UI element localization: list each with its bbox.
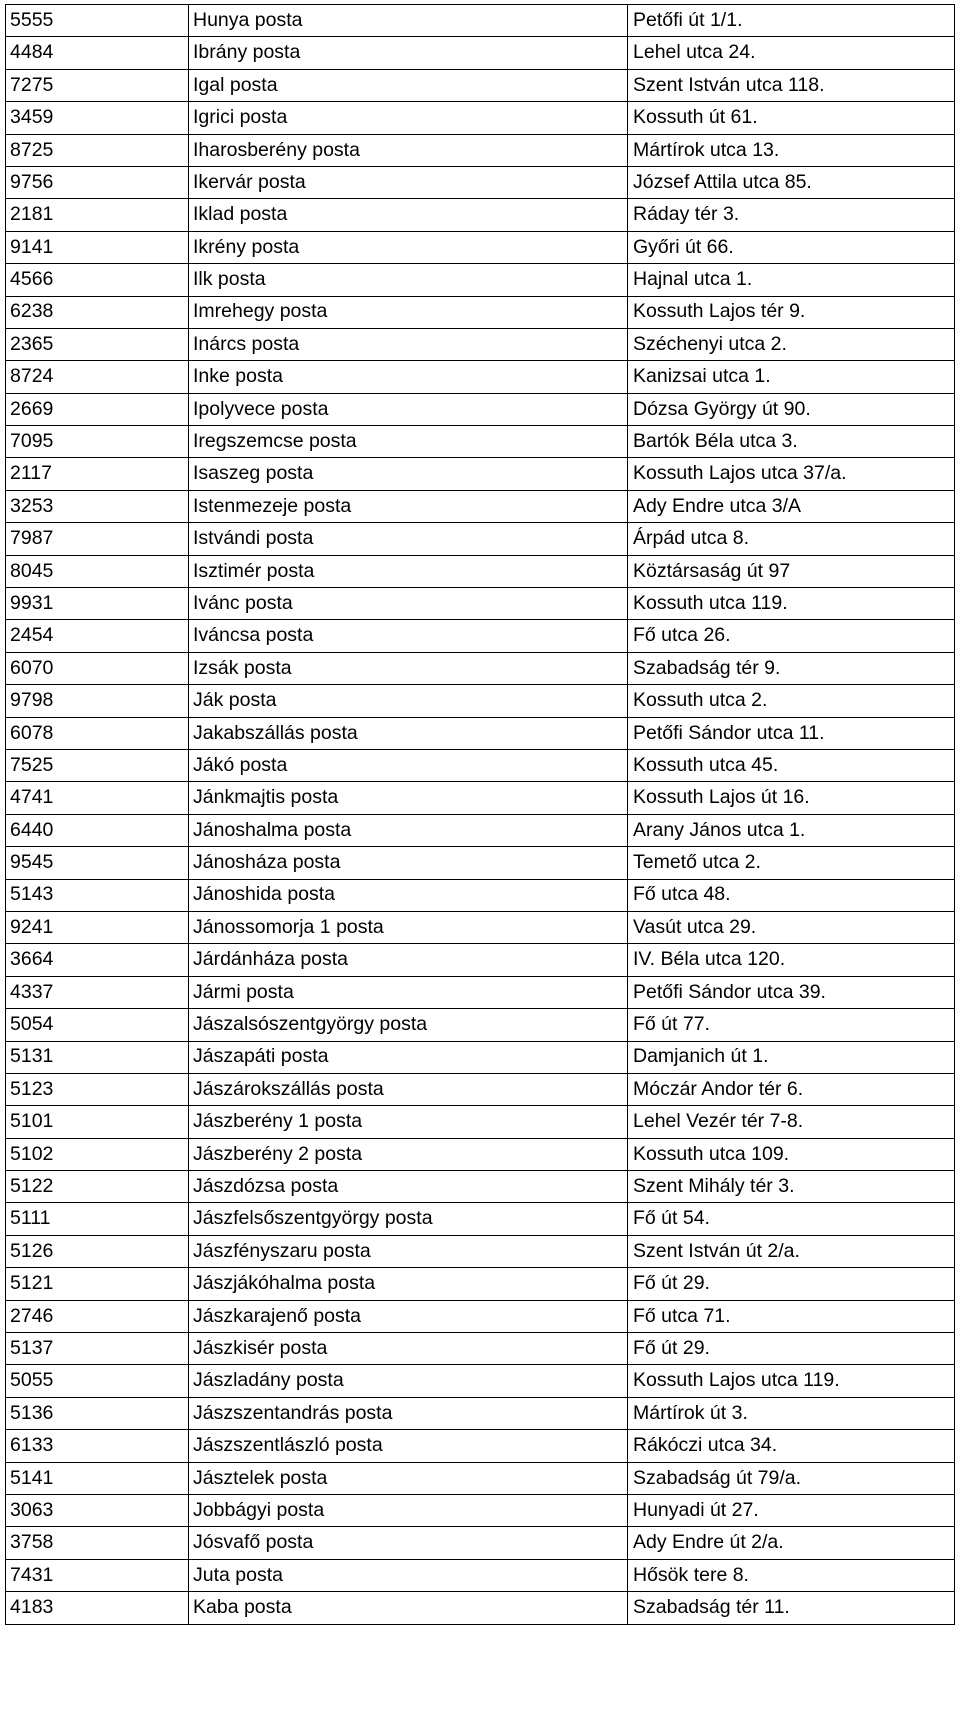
table-row [6, 102, 955, 134]
address-cell: Móczár Andor tér 6. [628, 1073, 955, 1105]
post-office-name-cell: Jászdózsa posta [189, 1171, 628, 1203]
table-row [6, 847, 955, 879]
table-row [6, 1397, 955, 1429]
table-row [6, 620, 955, 652]
post-office-name-cell: Ipolyvece posta [189, 393, 628, 425]
post-office-name-cell: Jásztelek posta [189, 1462, 628, 1494]
post-office-name-cell: Ilk posta [189, 264, 628, 296]
post-office-name-cell: Jászalsószentgyörgy posta [189, 1009, 628, 1041]
table-row [6, 911, 955, 943]
table-row [6, 685, 955, 717]
table-row [6, 1559, 955, 1591]
address-cell: Szabadság tér 9. [628, 652, 955, 684]
address-cell: Kossuth utca 109. [628, 1138, 955, 1170]
table-row [6, 1333, 955, 1365]
table-row [6, 1073, 955, 1105]
post-office-name-cell: Jobbágyi posta [189, 1494, 628, 1526]
postal-code-cell: 5141 [6, 1462, 189, 1494]
table-body [6, 5, 955, 1625]
postal-code-cell: 9141 [6, 231, 189, 263]
post-office-name-cell: Imrehegy posta [189, 296, 628, 328]
table-row [6, 490, 955, 522]
postal-code-cell: 5055 [6, 1365, 189, 1397]
postal-code-cell: 4337 [6, 976, 189, 1008]
post-office-name-cell: Jászberény 1 posta [189, 1106, 628, 1138]
post-office-name-cell: Jánosháza posta [189, 847, 628, 879]
post-office-name-cell: Jánkmajtis posta [189, 782, 628, 814]
post-office-name-cell: Hunya posta [189, 5, 628, 37]
post-office-name-cell: Igal posta [189, 69, 628, 101]
address-cell: Szabadság tér 11. [628, 1592, 955, 1624]
address-cell: Fő utca 26. [628, 620, 955, 652]
postal-code-cell: 5123 [6, 1073, 189, 1105]
address-cell: Szent István út 2/a. [628, 1235, 955, 1267]
post-office-name-cell: Jakabszállás posta [189, 717, 628, 749]
address-cell: Arany János utca 1. [628, 814, 955, 846]
table-row [6, 1171, 955, 1203]
address-cell: Hősök tere 8. [628, 1559, 955, 1591]
post-office-name-cell: Jánoshida posta [189, 879, 628, 911]
address-cell: IV. Béla utca 120. [628, 944, 955, 976]
table-row [6, 37, 955, 69]
address-cell: Fő út 29. [628, 1268, 955, 1300]
post-office-name-cell: Jászszentlászló posta [189, 1430, 628, 1462]
table-row [6, 1203, 955, 1235]
post-office-name-cell: Ikervár posta [189, 166, 628, 198]
post-office-name-cell: Izsák posta [189, 652, 628, 684]
address-cell: Széchenyi utca 2. [628, 328, 955, 360]
address-cell: Damjanich út 1. [628, 1041, 955, 1073]
postal-code-cell: 2669 [6, 393, 189, 425]
table-row [6, 69, 955, 101]
post-office-name-cell: Jákó posta [189, 749, 628, 781]
address-cell: Kanizsai utca 1. [628, 361, 955, 393]
table-row [6, 264, 955, 296]
postal-code-cell: 7525 [6, 749, 189, 781]
postal-code-cell: 5102 [6, 1138, 189, 1170]
post-office-name-cell: Kaba posta [189, 1592, 628, 1624]
table-row [6, 944, 955, 976]
postal-code-cell: 3664 [6, 944, 189, 976]
address-cell: Bartók Béla utca 3. [628, 426, 955, 458]
table-row [6, 458, 955, 490]
post-office-name-cell: Jászladány posta [189, 1365, 628, 1397]
post-office-name-cell: Jósvafő posta [189, 1527, 628, 1559]
post-office-name-cell: Inárcs posta [189, 328, 628, 360]
postal-code-cell: 9798 [6, 685, 189, 717]
postal-code-cell: 5121 [6, 1268, 189, 1300]
postal-code-cell: 5136 [6, 1397, 189, 1429]
address-cell: Rákóczi utca 34. [628, 1430, 955, 1462]
post-office-name-cell: Jászszentandrás posta [189, 1397, 628, 1429]
post-office-name-cell: Isztimér posta [189, 555, 628, 587]
postal-code-cell: 5126 [6, 1235, 189, 1267]
post-office-name-cell: Juta posta [189, 1559, 628, 1591]
post-office-name-cell: Jánoshalma posta [189, 814, 628, 846]
postal-code-cell: 5143 [6, 879, 189, 911]
address-cell: Lehel utca 24. [628, 37, 955, 69]
address-cell: Mártírok út 3. [628, 1397, 955, 1429]
postal-code-cell: 4566 [6, 264, 189, 296]
post-office-name-cell: Jármi posta [189, 976, 628, 1008]
postal-code-cell: 5131 [6, 1041, 189, 1073]
post-office-name-cell: Iklad posta [189, 199, 628, 231]
post-office-name-cell: Ibrány posta [189, 37, 628, 69]
address-cell: Kossuth utca 119. [628, 588, 955, 620]
postal-code-cell: 2181 [6, 199, 189, 231]
table-row [6, 166, 955, 198]
post-office-name-cell: Jászfelsőszentgyörgy posta [189, 1203, 628, 1235]
post-office-name-cell: Jászkisér posta [189, 1333, 628, 1365]
table-row [6, 652, 955, 684]
address-cell: Kossuth Lajos utca 37/a. [628, 458, 955, 490]
table-row [6, 814, 955, 846]
address-cell: Fő utca 48. [628, 879, 955, 911]
address-cell: Vasút utca 29. [628, 911, 955, 943]
postal-code-cell: 7431 [6, 1559, 189, 1591]
post-office-name-cell: Jánossomorja 1 posta [189, 911, 628, 943]
table-row [6, 782, 955, 814]
table-row [6, 1106, 955, 1138]
postal-code-cell: 6238 [6, 296, 189, 328]
table-row [6, 5, 955, 37]
postal-code-cell: 4183 [6, 1592, 189, 1624]
postal-code-cell: 3253 [6, 490, 189, 522]
table-row [6, 1527, 955, 1559]
post-office-name-cell: Inke posta [189, 361, 628, 393]
table-row [6, 231, 955, 263]
postal-code-cell: 5555 [6, 5, 189, 37]
address-cell: Ady Endre út 2/a. [628, 1527, 955, 1559]
post-office-name-cell: Iváncsa posta [189, 620, 628, 652]
address-cell: Kossuth út 61. [628, 102, 955, 134]
address-cell: Ady Endre utca 3/A [628, 490, 955, 522]
postal-code-cell: 4741 [6, 782, 189, 814]
address-cell: Temető utca 2. [628, 847, 955, 879]
address-cell: Fő utca 71. [628, 1300, 955, 1332]
address-cell: Ráday tér 3. [628, 199, 955, 231]
post-office-name-cell: Ják posta [189, 685, 628, 717]
table-row [6, 1494, 955, 1526]
postal-code-cell: 3459 [6, 102, 189, 134]
address-cell: Petőfi Sándor utca 39. [628, 976, 955, 1008]
address-cell: Mártírok utca 13. [628, 134, 955, 166]
postal-code-cell: 2454 [6, 620, 189, 652]
post-office-name-cell: Jászjákóhalma posta [189, 1268, 628, 1300]
table-row [6, 1009, 955, 1041]
table-row [6, 134, 955, 166]
post-office-name-cell: Járdánháza posta [189, 944, 628, 976]
table-row [6, 749, 955, 781]
address-cell: Kossuth Lajos tér 9. [628, 296, 955, 328]
table-row [6, 296, 955, 328]
postal-code-cell: 5054 [6, 1009, 189, 1041]
postal-code-cell: 9931 [6, 588, 189, 620]
table-row [6, 1138, 955, 1170]
postal-code-cell: 8045 [6, 555, 189, 587]
postal-code-cell: 7275 [6, 69, 189, 101]
postal-code-cell: 5101 [6, 1106, 189, 1138]
table-row [6, 1430, 955, 1462]
post-office-name-cell: Jászárokszállás posta [189, 1073, 628, 1105]
table-row [6, 199, 955, 231]
address-cell: Szent Mihály tér 3. [628, 1171, 955, 1203]
address-cell: Kossuth Lajos út 16. [628, 782, 955, 814]
address-cell: Köztársaság út 97 [628, 555, 955, 587]
table-row [6, 1365, 955, 1397]
table-row [6, 588, 955, 620]
postal-code-cell: 2117 [6, 458, 189, 490]
postal-code-cell: 9241 [6, 911, 189, 943]
postal-code-cell: 5122 [6, 1171, 189, 1203]
table-row [6, 393, 955, 425]
table-row [6, 1041, 955, 1073]
table-row [6, 1268, 955, 1300]
postal-code-cell: 5137 [6, 1333, 189, 1365]
address-cell: Petőfi Sándor utca 11. [628, 717, 955, 749]
table-row [6, 426, 955, 458]
address-cell: Petőfi út 1/1. [628, 5, 955, 37]
postal-code-cell: 3758 [6, 1527, 189, 1559]
post-office-name-cell: Jászkarajenő posta [189, 1300, 628, 1332]
address-cell: Árpád utca 8. [628, 523, 955, 555]
table-row [6, 1592, 955, 1624]
postal-code-cell: 6133 [6, 1430, 189, 1462]
post-office-name-cell: Iregszemcse posta [189, 426, 628, 458]
post-office-name-cell: Isaszeg posta [189, 458, 628, 490]
table-row [6, 555, 955, 587]
post-office-name-cell: Jászfényszaru posta [189, 1235, 628, 1267]
address-cell: Győri út 66. [628, 231, 955, 263]
table-row [6, 879, 955, 911]
table-row [6, 328, 955, 360]
post-office-name-cell: Iharosberény posta [189, 134, 628, 166]
post-office-name-cell: Jászapáti posta [189, 1041, 628, 1073]
address-cell: Szabadság út 79/a. [628, 1462, 955, 1494]
post-office-name-cell: Istvándi posta [189, 523, 628, 555]
address-cell: Fő út 54. [628, 1203, 955, 1235]
postal-code-cell: 7095 [6, 426, 189, 458]
postal-code-cell: 2365 [6, 328, 189, 360]
post-office-name-cell: Istenmezeje posta [189, 490, 628, 522]
postal-code-cell: 9545 [6, 847, 189, 879]
address-cell: Szent István utca 118. [628, 69, 955, 101]
address-cell: Fő út 77. [628, 1009, 955, 1041]
address-cell: József Attila utca 85. [628, 166, 955, 198]
postal-code-cell: 7987 [6, 523, 189, 555]
postal-code-cell: 5111 [6, 1203, 189, 1235]
postal-code-cell: 6440 [6, 814, 189, 846]
address-cell: Fő út 29. [628, 1333, 955, 1365]
table-row [6, 1235, 955, 1267]
postal-code-cell: 6078 [6, 717, 189, 749]
postal-code-cell: 2746 [6, 1300, 189, 1332]
postal-code-cell: 9756 [6, 166, 189, 198]
post-office-name-cell: Ivánc posta [189, 588, 628, 620]
address-cell: Kossuth utca 2. [628, 685, 955, 717]
address-cell: Hunyadi út 27. [628, 1494, 955, 1526]
table-row [6, 1300, 955, 1332]
address-cell: Lehel Vezér tér 7-8. [628, 1106, 955, 1138]
postal-code-cell: 8725 [6, 134, 189, 166]
post-office-table [5, 4, 955, 1625]
post-office-name-cell: Ikrény posta [189, 231, 628, 263]
address-cell: Dózsa György út 90. [628, 393, 955, 425]
table-row [6, 523, 955, 555]
table-row [6, 717, 955, 749]
post-office-name-cell: Igrici posta [189, 102, 628, 134]
postal-code-cell: 3063 [6, 1494, 189, 1526]
post-office-name-cell: Jászberény 2 posta [189, 1138, 628, 1170]
postal-code-cell: 8724 [6, 361, 189, 393]
address-cell: Kossuth Lajos utca 119. [628, 1365, 955, 1397]
table-row [6, 1462, 955, 1494]
address-cell: Hajnal utca 1. [628, 264, 955, 296]
postal-code-cell: 4484 [6, 37, 189, 69]
postal-code-cell: 6070 [6, 652, 189, 684]
table-row [6, 976, 955, 1008]
address-cell: Kossuth utca 45. [628, 749, 955, 781]
table-row [6, 361, 955, 393]
